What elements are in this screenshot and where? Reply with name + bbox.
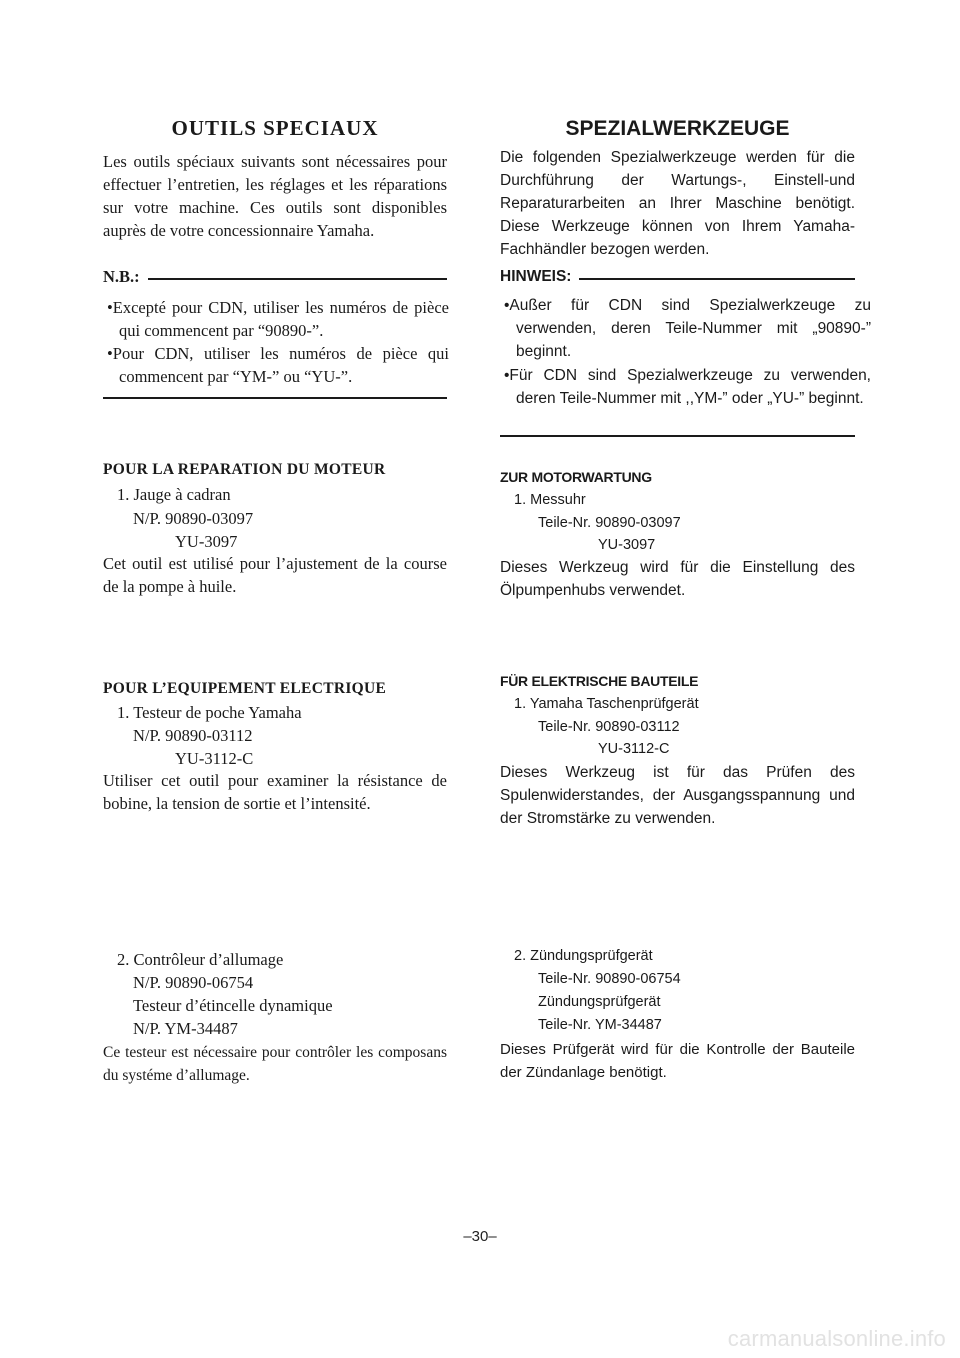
intro-paragraph-fr: Les outils spéciaux suivants sont nécessaires pour effectuer l’entretien, les réglages et les réparations sur votre machine. Ces outils sont disponibles auprès de votre concessionnaire Yamaha. (103, 152, 447, 240)
part-number-fr: N/P. YM-34487 (133, 1019, 238, 1038)
tool-item-ignition-checker-fr: 2. Contrôleur d’allumage (117, 950, 284, 969)
note-end-rule-fr (103, 397, 447, 399)
note-item-de-2: •Für CDN sind Spezialwerkzeuge zu verwenden, deren Teile-Nummer mit ,,YM-” oder „YU-” beginnt. (504, 367, 871, 407)
part-number-fr: N/P. 90890-03112 (133, 726, 253, 745)
note-label-de: HINWEIS: (500, 268, 572, 285)
tool-description-de: Dieses Werkzeug wird für die Einstellung des Ölpumpenhubs verwendet. (500, 559, 855, 599)
part-number-alt-de: YU-3097 (598, 537, 656, 553)
part-number-de: Teile-Nr. 90890-06754 (538, 971, 681, 987)
note-divider-fr (148, 278, 447, 280)
tool-item-dial-gauge-fr: 1. Jauge à cadran (117, 485, 231, 504)
part-number-alt-fr: YU-3112-C (175, 749, 254, 768)
tool-description-fr: Ce testeur est nécessaire pour contrôler les composans du systéme d’allumage. (103, 1044, 447, 1084)
page-number: –30– (463, 1228, 497, 1245)
tool-item-pocket-tester-de: 1. Yamaha Taschenprüfgerät (514, 696, 699, 712)
section-heading-electrical-fr: POUR L’EQUIPEMENT ELECTRIQUE (103, 680, 387, 697)
part-number-alt-de: YU-3112-C (598, 741, 670, 757)
section-heading-engine-de: ZUR MOTORWARTUNG (500, 469, 652, 485)
section-heading-electrical-de: FÜR ELEKTRISCHE BAUTEILE (500, 673, 699, 689)
note-label-fr: N.B.: (103, 267, 140, 286)
tool-description-de: Dieses Werkzeug ist für das Prüfen des Spulenwiderstandes, der Ausgangsspannung und der Stromstärke zu verwenden. (500, 764, 855, 827)
tool-item-spark-tester-fr: Testeur d’étincelle dynamique (133, 996, 333, 1015)
part-number-fr: N/P. 90890-06754 (133, 973, 254, 992)
tool-item-ignition-tester-de: Zündungsprüfgerät (538, 994, 661, 1010)
note-end-rule-de (500, 435, 855, 437)
note-item-fr-2: •Pour CDN, utiliser les numéros de pièce qui commencent par “YM-” ou “YU-”. (107, 344, 449, 386)
note-header-de (500, 265, 855, 288)
part-number-fr: N/P. 90890-03097 (133, 509, 254, 528)
page-title-fr: OUTILS SPECIAUX (171, 116, 379, 140)
section-heading-engine-fr: POUR LA REPARATION DU MOTEUR (103, 461, 386, 478)
note-item-fr-1: •Excepté pour CDN, utiliser les numéros de pièce qui commencent par “90890-”. (107, 298, 449, 340)
tool-description-fr: Utiliser cet outil pour examiner la résistance de bobine, la tension de sortie et l’intensité. (103, 771, 447, 813)
tool-description-de: Dieses Prüfgerät wird für die Kontrolle der Bauteile der Zündanlage benötigt. (500, 1041, 855, 1081)
tool-item-pocket-tester-fr: 1. Testeur de poche Yamaha (117, 703, 302, 722)
tool-item-ignition-checker-de: 2. Zündungsprüfgerät (514, 948, 653, 964)
tool-description-fr: Cet outil est utilisé pour l’ajustement de la course de la pompe à huile. (103, 554, 447, 596)
watermark: carmanualsonline.info (727, 1326, 946, 1351)
german-column (500, 0, 871, 1358)
part-number-de: Teile-Nr. YM-34487 (538, 1017, 662, 1033)
tool-item-dial-gauge-de: 1. Messuhr (514, 492, 586, 508)
part-number-de: Teile-Nr. 90890-03097 (538, 515, 681, 531)
note-header-fr (103, 265, 447, 288)
note-divider-de (579, 278, 855, 280)
intro-paragraph-de: Die folgenden Spezialwerkzeuge werden für die Durchführung der Wartungs-, Einstell-und Reparaturarbeiten an Ihrer Maschine benötigt. Diese Werkzeuge können von Ihrem Yamaha-Fachhändler bezogen werden. (500, 149, 855, 258)
part-number-alt-fr: YU-3097 (175, 532, 238, 551)
note-item-de-1: •Außer für CDN sind Spezialwerkzeuge zu verwenden, deren Teile-Nummer mit „90890-” beginnt. (504, 297, 871, 360)
french-column (103, 0, 447, 1358)
page-title-de: SPEZIALWERKZEUGE (565, 117, 790, 140)
part-number-de: Teile-Nr. 90890-03112 (538, 719, 680, 735)
